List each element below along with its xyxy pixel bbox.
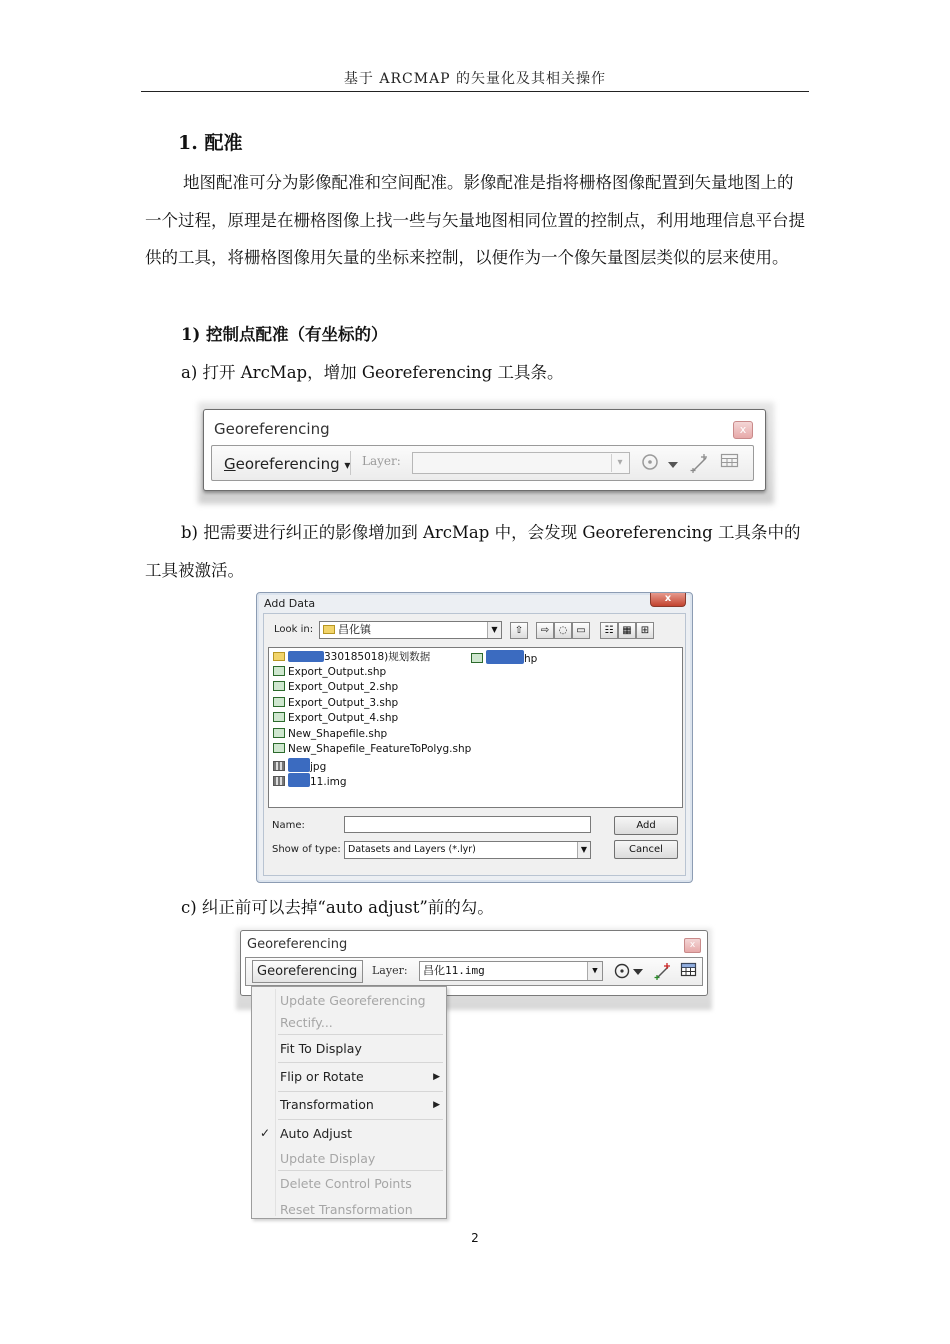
name-label: Name: — [272, 820, 305, 831]
header-rule — [141, 91, 809, 92]
step-a-text: a) 打开 ArcMap，增加 Georeferencing 工具条。 — [181, 363, 564, 382]
menu-separator — [278, 1034, 443, 1035]
up-one-level-icon[interactable]: ⇧ — [510, 622, 528, 639]
chevron-down-icon: ▼ — [587, 962, 602, 980]
menu-mnemonic: G — [224, 455, 236, 473]
connect-folder-icon[interactable]: ⇨ — [536, 622, 554, 639]
layer-value: 昌化11.img — [423, 964, 485, 977]
shapefile-icon — [273, 712, 285, 722]
close-icon[interactable]: x — [650, 593, 686, 607]
menu-separator — [278, 1119, 443, 1120]
add-control-points-icon[interactable] — [654, 961, 674, 985]
link-table-icon[interactable] — [680, 961, 698, 983]
georeferencing-menu-button[interactable]: Georeferencing — [252, 960, 363, 983]
shapefile-icon — [273, 728, 285, 738]
georeferencing-dropdown-menu — [251, 986, 447, 1219]
intro-paragraph: 地图配准可分为影像配准和空间配准。影像配准是指将栅格图像配置到矢量地图上的一个过程，原理是在栅格图像上找一些与矢量地图相同位置的控制点，利用地理信息平台提供的工具，将栅格图像用矢量的坐标来控制，以便作为一个像矢量图层类似的层来使用。 — [145, 173, 805, 267]
raster-icon — [273, 761, 285, 771]
menu-gutter — [275, 989, 276, 1216]
menu-separator — [278, 1062, 443, 1063]
chevron-down-icon: ▼ — [487, 622, 501, 638]
shapefile-icon — [273, 666, 285, 676]
step-b-text: b) 把需要进行纠正的影像增加到 ArcMap 中，会发现 Georeferencing 工具条中的工具被激活。 — [145, 523, 801, 580]
list-item[interactable]: Export_Output_3.shp — [273, 696, 398, 710]
rotate-icon[interactable] — [612, 961, 632, 985]
toolbar-separator — [350, 451, 351, 475]
shapefile-icon — [471, 653, 483, 663]
show-type-value: Datasets and Layers (*.lyr) — [348, 844, 476, 855]
menu-item-flip-or-rotate[interactable]: Flip or Rotate — [280, 1069, 364, 1084]
step-c-text: c) 纠正前可以去掉“auto adjust”前的勾。 — [181, 898, 494, 917]
toolbar-title: Georeferencing — [214, 420, 330, 438]
file-list — [268, 647, 683, 808]
menu-item-reset-transformation[interactable]: Reset Transformation — [280, 1202, 413, 1217]
folder-icon — [273, 652, 285, 661]
section-heading: 1. 配准 — [178, 132, 243, 154]
menu-item-transformation[interactable]: Transformation — [280, 1097, 374, 1112]
redacted-block — [288, 651, 324, 662]
list-item[interactable]: Export_Output_4.shp — [273, 711, 398, 725]
show-type-select[interactable] — [344, 841, 591, 859]
running-header: 基于 ARCMAP 的矢量化及其相关操作 — [343, 71, 607, 87]
submenu-arrow-icon: ▶ — [433, 1072, 440, 1082]
menu-item-auto-adjust[interactable]: Auto Adjust — [280, 1126, 353, 1141]
details-view-icon[interactable]: ▦ — [618, 622, 636, 639]
raster-icon — [273, 776, 285, 786]
redacted-block — [486, 650, 524, 664]
disconnect-folder-icon[interactable]: ◌ — [554, 622, 572, 639]
list-item[interactable]: New_Shapefile_FeatureToPolyg.shp — [273, 742, 471, 756]
layer-combo[interactable] — [419, 961, 603, 981]
toolbar-title: Georeferencing — [247, 937, 348, 952]
menu-separator — [278, 1170, 443, 1171]
show-type-label: Show of type: — [272, 844, 341, 855]
folder-icon — [323, 625, 335, 634]
chevron-down-icon: ▾ — [611, 454, 628, 472]
layer-label: Layer: — [362, 454, 401, 468]
list-view-icon[interactable]: ☷ — [600, 622, 618, 639]
rotate-dropdown-icon[interactable] — [633, 965, 643, 981]
menu-item-update-georeferencing[interactable]: Update Georeferencing — [280, 993, 426, 1008]
menu-item-update-display[interactable]: Update Display — [280, 1151, 376, 1166]
page-number: 2 — [471, 1231, 479, 1245]
chevron-down-icon: ▼ — [577, 842, 590, 858]
shapefile-icon — [273, 697, 285, 707]
add-control-points-icon[interactable] — [690, 452, 712, 478]
list-item[interactable]: Export_Output.shp — [273, 665, 386, 679]
list-item[interactable]: jpg — [273, 758, 326, 772]
link-table-icon[interactable] — [720, 452, 740, 474]
cancel-button[interactable]: Cancel — [614, 840, 678, 859]
list-item[interactable]: New_Shapefile.shp — [273, 727, 387, 741]
name-field[interactable] — [344, 816, 591, 833]
look-in-combo[interactable] — [319, 621, 502, 639]
rotate-dropdown-icon[interactable] — [668, 455, 678, 474]
check-icon: ✓ — [260, 1126, 271, 1140]
dialog-body — [263, 613, 686, 876]
georeferencing-menu-button[interactable] — [224, 455, 350, 473]
list-item[interactable]: hp — [471, 650, 537, 664]
close-icon[interactable]: x — [733, 421, 753, 439]
layer-combo-disabled[interactable] — [412, 452, 630, 474]
dialog-title: Add Data — [264, 597, 316, 610]
close-icon[interactable]: x — [684, 938, 701, 953]
shapefile-icon — [273, 743, 285, 753]
menu-item-delete-control-points[interactable]: Delete Control Points — [280, 1176, 412, 1191]
look-in-value: 昌化镇 — [338, 623, 371, 636]
look-in-label: Look in: — [274, 624, 314, 635]
toolbar-body — [245, 957, 703, 986]
menu-arrow-icon: ▾ — [344, 458, 351, 472]
layer-label: Layer: — [372, 964, 408, 977]
list-item[interactable]: 330185018)规划数据 — [273, 650, 430, 664]
rotate-icon[interactable] — [640, 452, 662, 476]
thumbnails-view-icon[interactable]: ⊞ — [636, 622, 654, 639]
add-button[interactable]: Add — [614, 816, 678, 835]
list-item[interactable]: 11.img — [273, 773, 347, 787]
add-data-dialog — [256, 592, 693, 883]
submenu-arrow-icon: ▶ — [433, 1100, 440, 1110]
subsection-heading: 1) 控制点配准（有坐标的） — [181, 325, 388, 344]
redacted-block — [288, 773, 310, 787]
list-item[interactable]: Export_Output_2.shp — [273, 680, 398, 694]
menu-separator — [278, 1091, 443, 1092]
toolbar-body — [211, 445, 754, 481]
menu-item-rectify[interactable]: Rectify... — [280, 1015, 333, 1030]
menu-label-rest: eoreferencing — [235, 455, 340, 473]
menu-item-fit-to-display[interactable]: Fit To Display — [280, 1041, 362, 1056]
georeferencing-toolbar-1 — [203, 409, 766, 491]
new-folder-icon[interactable]: ▭ — [572, 622, 590, 639]
redacted-block — [288, 758, 310, 772]
shapefile-icon — [273, 681, 285, 691]
